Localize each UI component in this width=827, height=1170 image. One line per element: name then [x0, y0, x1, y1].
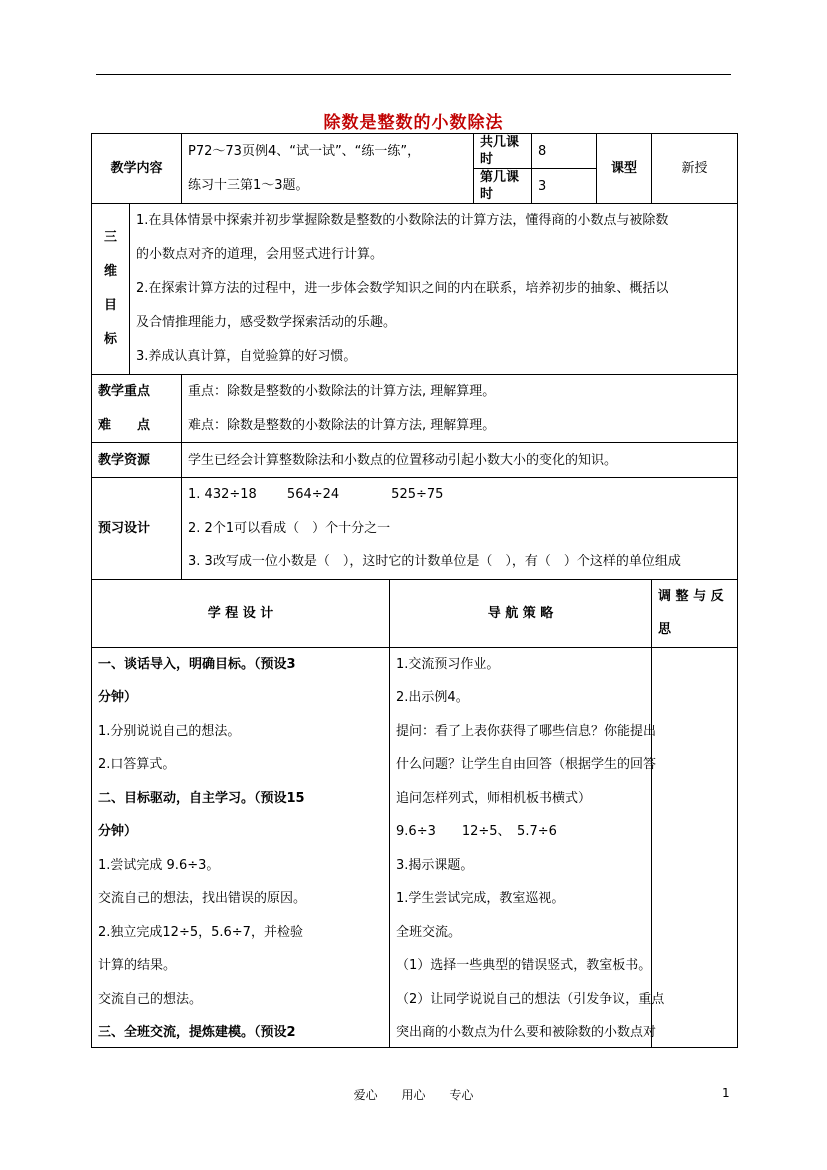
difficulty-label-line: 难 点	[98, 417, 151, 433]
list-item: （1）选择一些典型的错误竖式，教室板书。	[396, 958, 652, 973]
content-cell	[182, 134, 474, 204]
list-item: 全班交流。	[396, 924, 462, 940]
list-item: （2）让同学说说自己的想法（引发争议，重点	[396, 991, 665, 1007]
list-item: 1.交流预习作业。	[396, 656, 500, 672]
list-item: 交流自己的想法，找出错误的原因。	[98, 891, 307, 906]
list-item: 计算的结果。	[98, 958, 177, 973]
goal-line: 1.在具体情景中探索并初步掌握除数是整数的小数除法的计算方法，懂得商的小数点与被除数	[136, 213, 669, 228]
footer-word: 爱心	[353, 1088, 378, 1102]
period-number-label: 第几课时	[474, 169, 532, 204]
lesson-plan-table	[91, 133, 738, 1048]
list-item: 1.学生尝试完成，教室巡视。	[396, 891, 565, 906]
content-label: 教学内容	[92, 134, 182, 204]
document-title: 除数是整数的小数除法	[323, 113, 504, 133]
key-points-label-line: 教学重点	[98, 384, 151, 399]
list-item: 什么问题？让学生自由回答（根据学生的回答	[396, 757, 657, 772]
list-item: 9.6÷3 12÷5、 5.7÷6	[396, 824, 557, 839]
list-item: 1.尝试完成 9.6÷3。	[98, 857, 220, 873]
list-item: 2.出示例4。	[396, 690, 469, 705]
reflection-column	[652, 647, 738, 1047]
footer-word: 用心	[401, 1088, 426, 1102]
lesson-type-value: 新授	[652, 134, 738, 204]
key-points-cell	[182, 375, 738, 443]
resources-label: 教学资源	[92, 443, 182, 478]
learning-design-header: 学 程 设 计	[92, 579, 390, 647]
total-periods-value: 8	[532, 134, 597, 169]
header-rule	[96, 74, 731, 75]
preview-cell	[182, 478, 738, 580]
goals-label-char: 三	[103, 230, 117, 245]
resources-text: 学生已经会计算整数除法和小数点的位置移动引起小数大小的变化的知识。	[182, 443, 738, 478]
strategy-list	[396, 648, 665, 1040]
goals-cell	[130, 204, 738, 375]
goal-line: 2.在探索计算方法的过程中，进一步体会数学知识之间的内在联系，培养初步的抽象、概括以	[136, 281, 669, 296]
preview-line: 3. 3改写成一位小数是（ ），这时它的计数单位是（ ），有（ ）个这样的单位组成	[188, 554, 681, 569]
list-item: 2.口答算式。	[98, 757, 176, 772]
page-footer	[0, 1086, 827, 1103]
list-item: 2.独立完成12÷5，5.6÷7，并检验	[98, 924, 303, 940]
list-item: 3.揭示课题。	[396, 857, 474, 873]
list-item: 追问怎样列式，师相机板书横式）	[396, 790, 592, 806]
goals-label-char: 标	[103, 332, 117, 347]
learning-list	[98, 648, 385, 1040]
goals-label-char: 目	[103, 298, 117, 313]
strategy-header: 导 航 策 略	[390, 579, 652, 647]
content-line: P72～73页例4、“试一试”、“练一练”，	[188, 144, 421, 159]
goal-line: 的小数点对齐的道理，会用竖式进行计算。	[136, 247, 384, 262]
list-item: 突出商的小数点为什么要和被除数的小数点对	[396, 1025, 657, 1040]
goal-line: 3.养成认真计算，自觉验算的好习惯。	[136, 349, 357, 364]
list-item: 提问：看了上表你获得了哪些信息？你能提出	[396, 723, 657, 739]
list-item: 分钟）	[98, 824, 138, 839]
list-item: 三、全班交流，提炼建模。（预设2	[98, 1025, 296, 1040]
preview-line: 1. 432÷18 564÷24 525÷75	[188, 487, 444, 502]
reflection-header-line: 调 整 与 反	[658, 588, 724, 604]
list-item: 交流自己的想法。	[98, 991, 203, 1007]
list-item: 二、目标驱动，自主学习。（预设15	[98, 790, 305, 806]
preview-line: 2. 2个1可以看成（ ）个十分之一	[188, 520, 391, 536]
key-points-label	[92, 375, 182, 443]
key-point-text: 重点：除数是整数的小数除法的计算方法, 理解算理。	[188, 384, 496, 399]
goals-label	[92, 204, 130, 375]
total-periods-label: 共几课时	[474, 134, 532, 169]
learning-column	[92, 647, 390, 1047]
goals-label-char: 维	[103, 264, 117, 279]
goal-line: 及合情推理能力，感受数学探索活动的乐趣。	[136, 315, 397, 330]
page-number: 1	[722, 1086, 730, 1100]
strategy-column	[390, 647, 665, 1047]
reflection-header-line: 思	[658, 622, 672, 637]
footer-word: 专心	[449, 1088, 474, 1102]
lesson-type-label: 课型	[597, 134, 652, 204]
period-number-value: 3	[532, 169, 597, 204]
reflection-header	[652, 579, 738, 647]
list-item: 1.分别说说自己的想法。	[98, 723, 241, 739]
content-line: 练习十三第1～3题。	[188, 177, 309, 193]
list-item: 一、谈话导入，明确目标。（预设3	[98, 656, 296, 672]
list-item: 分钟）	[98, 690, 138, 705]
difficulty-text: 难点：除数是整数的小数除法的计算方法, 理解算理。	[188, 417, 496, 433]
preview-label: 预习设计	[92, 478, 182, 580]
